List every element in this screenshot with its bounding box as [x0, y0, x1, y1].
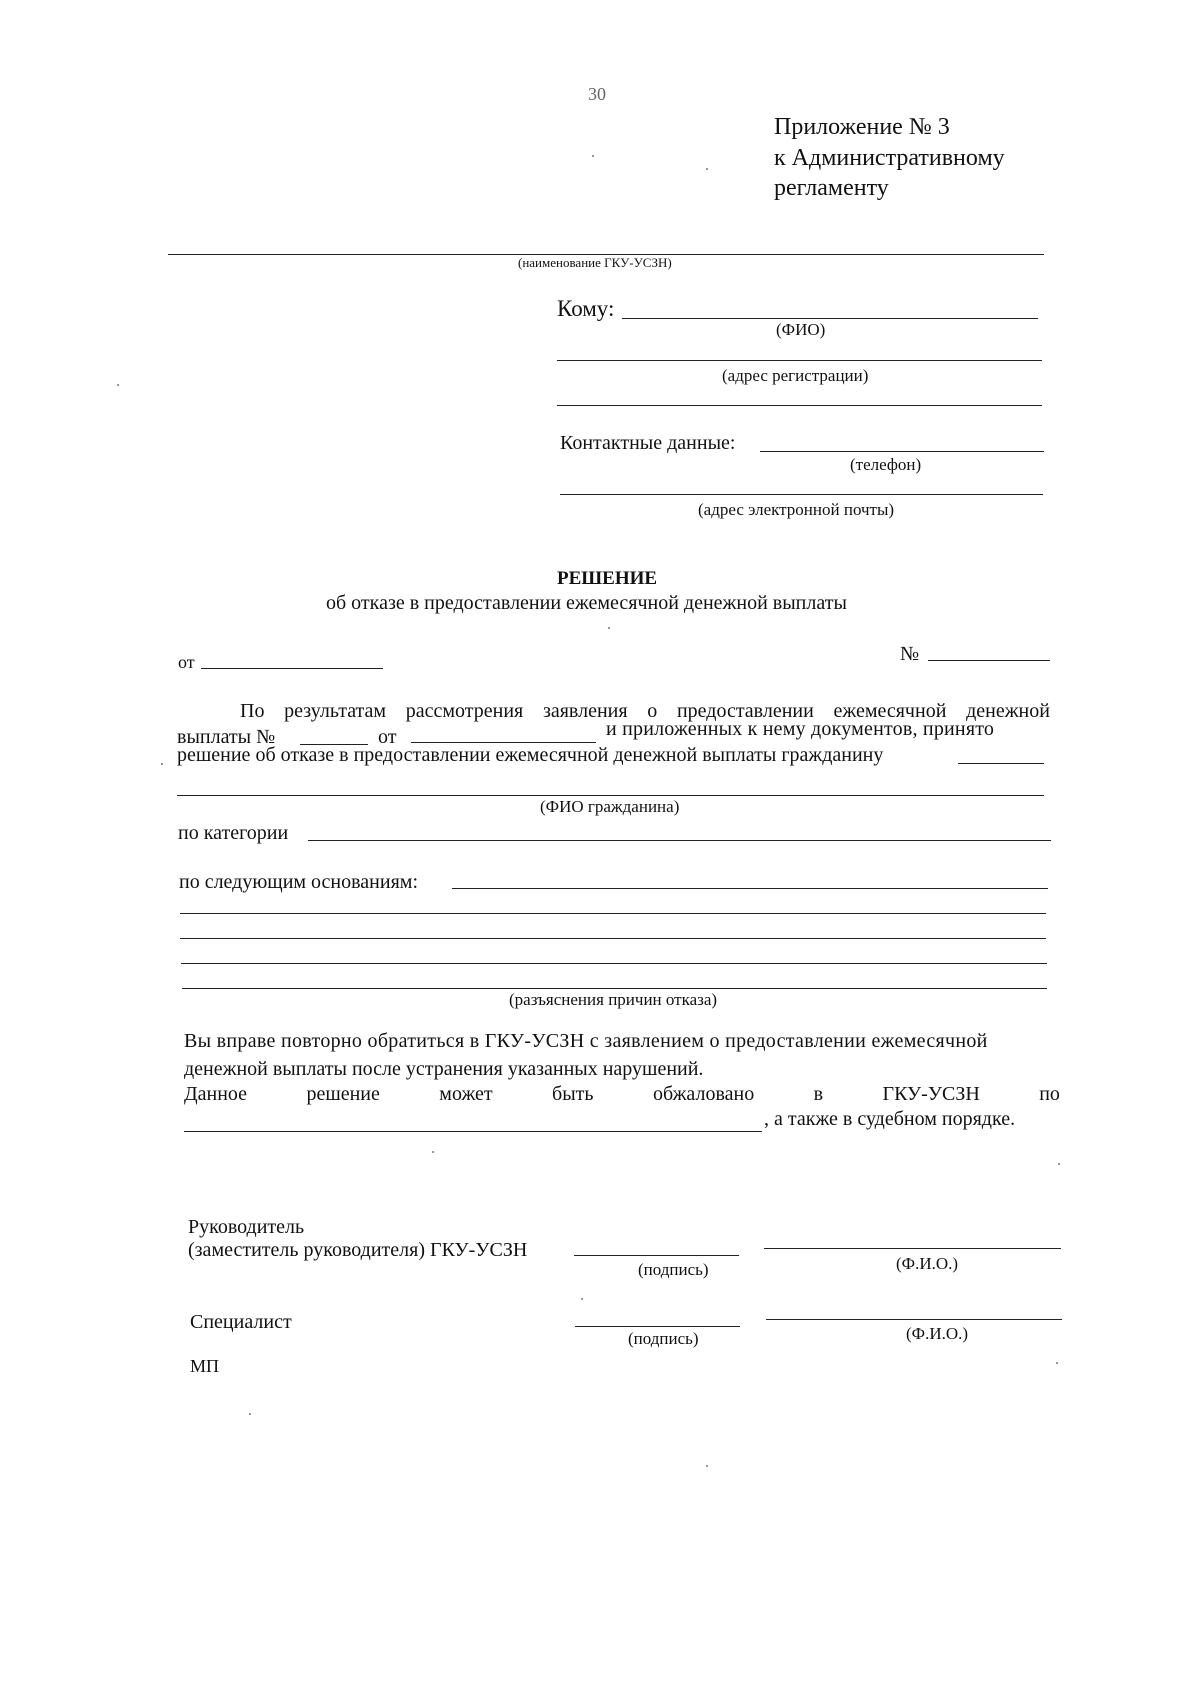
stamp-label: МП — [190, 1356, 220, 1376]
specialist-name-line — [766, 1319, 1062, 1320]
citizen-line-end — [958, 763, 1044, 764]
p1-word: денежной — [966, 700, 1050, 722]
application-date-line — [411, 742, 596, 743]
specialist-signature-caption: (подпись) — [628, 1329, 699, 1348]
head-label-line-1: Руководитель — [188, 1216, 305, 1238]
scan-speck — [1056, 1362, 1058, 1364]
date-line — [201, 668, 383, 669]
p3-word: ГКУ-УСЗН — [882, 1083, 980, 1105]
number-label: № — [900, 643, 920, 665]
head-signature-line — [574, 1255, 739, 1256]
p1-word: заявления — [542, 700, 628, 722]
scan-speck — [581, 1298, 583, 1300]
p1-line-3: решение об отказе в предоставлении ежемесячной денежной выплаты гражданину — [177, 744, 884, 766]
category-label: по категории — [178, 822, 289, 844]
grounds-line-2 — [180, 913, 1046, 914]
page-number: 30 — [588, 84, 606, 104]
contacts-label: Контактные данные: — [560, 432, 736, 454]
citizen-name-caption: (ФИО гражданина) — [540, 797, 680, 816]
p1-word: о — [647, 700, 658, 722]
p2-line-2: денежной выплаты после устранения указанных нарушений. — [184, 1058, 704, 1080]
scan-speck — [608, 627, 610, 629]
document-heading: РЕШЕНИЕ — [557, 568, 658, 589]
document-subtitle: об отказе в предоставлении ежемесячной денежной выплаты — [326, 592, 847, 614]
p3-word: по — [1039, 1083, 1060, 1105]
head-name-line — [764, 1248, 1061, 1249]
p1-word: предоставлении — [676, 700, 814, 722]
grounds-label: по следующим основаниям: — [179, 871, 419, 893]
head-name-caption: (Ф.И.О.) — [896, 1254, 959, 1273]
grounds-line-4 — [181, 963, 1047, 964]
p3-word: решение — [306, 1083, 380, 1105]
fio-caption: (ФИО) — [776, 320, 826, 339]
to-label: Кому: — [557, 296, 615, 321]
scan-speck — [706, 1465, 708, 1467]
p2-line-1: Вы вправе повторно обратиться в ГКУ-УСЗН с заявлением о предоставлении ежемесячной — [184, 1030, 988, 1052]
p1-word: результатам — [284, 700, 387, 722]
scan-speck — [249, 1413, 251, 1415]
grounds-line-5 — [182, 988, 1047, 989]
scan-speck — [161, 763, 163, 765]
p1-word: По — [240, 700, 265, 722]
email-line — [560, 494, 1043, 495]
grounds-line-1 — [452, 888, 1048, 889]
p3-word: в — [813, 1083, 824, 1105]
p3-word: может — [439, 1083, 493, 1105]
date-label: от — [178, 652, 195, 672]
appendix-line-2: к Административному — [774, 145, 1005, 171]
phone-caption: (телефон) — [850, 455, 922, 474]
p1-line-2-c: и приложенных к нему документов, принято — [606, 718, 995, 740]
grounds-line-3 — [180, 938, 1046, 939]
scan-speck — [1058, 1163, 1060, 1165]
head-label-line-2: (заместитель руководителя) ГКУ-УСЗН — [188, 1239, 528, 1261]
p3-word: быть — [552, 1083, 594, 1105]
phone-line — [760, 451, 1044, 452]
address-line-2 — [557, 405, 1042, 406]
citizen-name-line — [177, 795, 1044, 796]
fio-line — [622, 318, 1038, 319]
p1-word: рассмотрения — [405, 700, 524, 722]
specialist-label: Специалист — [190, 1311, 292, 1333]
reasons-caption: (разъяснения причин отказа) — [509, 990, 718, 1009]
address-line — [557, 360, 1042, 361]
head-signature-caption: (подпись) — [638, 1260, 709, 1279]
scan-speck — [117, 384, 119, 386]
specialist-signature-line — [575, 1326, 740, 1327]
p1-line-2-a: выплаты № — [177, 726, 276, 748]
scan-speck — [592, 155, 594, 157]
p3-line-2-end: , а также в судебном порядке. — [764, 1108, 1016, 1130]
scan-speck — [432, 1151, 434, 1153]
email-caption: (адрес электронной почты) — [698, 500, 895, 519]
p3-line-1 — [184, 1083, 1060, 1106]
p1-line-2-b: от — [378, 726, 397, 748]
address-caption: (адрес регистрации) — [722, 366, 869, 385]
category-line — [308, 840, 1051, 841]
org-name-caption: (наименование ГКУ-УСЗН) — [518, 255, 672, 270]
scan-speck — [706, 168, 708, 170]
appeal-authority-line — [184, 1131, 762, 1132]
p1-word: ежемесячной — [833, 700, 947, 722]
specialist-name-caption: (Ф.И.О.) — [906, 1324, 969, 1343]
number-line — [928, 660, 1050, 661]
appendix-line-1: Приложение № 3 — [774, 114, 950, 140]
p3-word: обжаловано — [652, 1083, 755, 1105]
appendix-line-3: регламенту — [774, 175, 889, 201]
p3-word: Данное — [184, 1083, 248, 1105]
